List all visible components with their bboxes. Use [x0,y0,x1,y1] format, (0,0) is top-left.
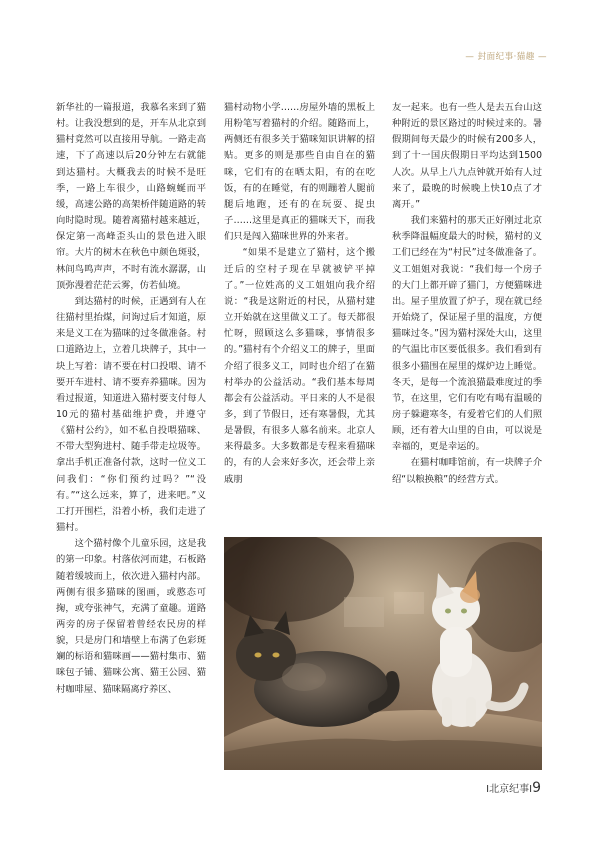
paragraph: 猫村动物小学……房屋外墙的黑板上用粉笔写着猫村的介绍。随路而上，两侧还有很多关于猫咪知识讲解的招贴。更多的则是那些自由自在的猫咪，它们有的在晒太阳，有的在吃饭，有的在睡觉，有的则蹦着人腿前腿后地跑，还有的在玩耍、捉虫子……这里是真正的猫咪天下，而我们只是闯入猫咪世界的外来者。 [224,102,375,243]
magazine-name: I北京纪事I [486,784,533,795]
paragraph: “如果不是建立了猫村，这个搬迁后的空村子现在早就被铲平掉了。”一位姓高的义工姐姐向我介绍说：“我是这附近的村民，从猫村建立开始就在这里做义工了。每天都很忙呀，照顾这么多猫咪，事情很多的。”猫村有个介绍义工的牌子，里面介绍了很多义工，同时也介绍了在猫村举办的公益活动。“我们基本每周都会有公益活动。平日来的人不是很多，到了节假日，还有寒暑假，尤其是暑假，有很多人慕名前来。北京人来得最多。大多数都是专程来看猫咪的，有的人会来好多次，还会带上亲戚朋 [224,247,375,485]
paragraph: 到达猫村的时候，正遇到有人在往猫村里抬煤，问询过后才知道，原来是义工在为猫咪的过冬做准备。村口道路边上，立着几块牌子，其中一块上写着：请不要在村口投喂、请不要开车进村、请不要弃养猫咪。因为看过报道，知道进入猫村要支付每人10元的猫村基础维护费，并遵守《猫村公约》，如不私自投喂猫咪、不带大型狗进村、随手带走垃圾等。拿出手机正准备付款，这时一位义工问我们：“你们预约过吗？”“没有。”“这么远来，算了，进来吧。”义工打开围栏，沿着小桥，我们走进了猫村。 [56,295,206,534]
text-column-1 [56,100,206,698]
section-header: — 封面纪事·猫趣 — [465,52,547,62]
text-column-3 [392,100,542,488]
page-footer [486,780,541,796]
paragraph: 在猫村咖啡馆前，有一块牌子介绍“以粮换粮”的经营方式。 [392,457,542,485]
text-column-2 [224,100,375,488]
paragraph: 这个猫村像个儿童乐园，这是我的第一印象。村落依河而建，石板路随着缓坡而上，依次进入猫村内部。两侧有很多猫咪的图画，或憨态可掬，或夸张神气，充满了童趣。道路两旁的房子保留着曾经农民房的样貌，只是房门和墙壁上布满了色彩斑斓的标语和猫咪画——猫村集市、猫咪包子铺、猫咪公寓、猫王公园、猫村咖啡屋、猫咪隔离疗养区、 [56,538,206,695]
page-number: 9 [532,780,541,796]
paragraph: 新华社的一篇报道，我慕名来到了猫村。让我没想到的是，开车从北京到猫村竟然可以直接用导航。一路走高速，下了高速以后20分钟左右就能到达猫村。大概我去的时候不是旺季，一路上车很少，山路蜿蜒而平缓，高速公路的高架桥伴随道路的转向时隐时现。随着离猫村越来越近，保定第一高峰歪头山的景色进入眼帘。大片的树木在秋色中颜色斑驳，林间鸟鸣声声，不时有流水潺潺，山顶弥漫着茫茫云雾，仿若仙境。 [56,102,206,291]
paragraph: 我们来猫村的那天正好刚过北京秋季降温幅度最大的时候，猫村的义工们已经在为“村民”过冬做准备了。义工姐姐对我说：“我们每一个房子的大门上都开辟了猫门，方便猫咪进出。屋子里放置了炉子，现在就已经开始烧了，保证屋子里的温度，方便猫咪过冬。”因为猫村深处大山，这里的气温比市区要低很多。我们看到有很多小猫围在屋里的煤炉边上睡觉。冬天，是每一个流浪猫最难度过的季节，在这里，它们有吃有喝有温暖的房子躲避寒冬，有爱着它们的人们照顾，还有着大山里的自由，可以说是幸福的，更是幸运的。 [392,215,542,453]
cats-photo [224,537,542,770]
paragraph: 友一起来。也有一些人是去五台山这种附近的景区路过的时候过来的。暑假期间每天最少的时候有200多人，到了十一国庆假期日平均达到1500人次。从早上八九点钟就开始有人过来了，最晚的时候晚上快10点了才离开。” [392,102,542,210]
